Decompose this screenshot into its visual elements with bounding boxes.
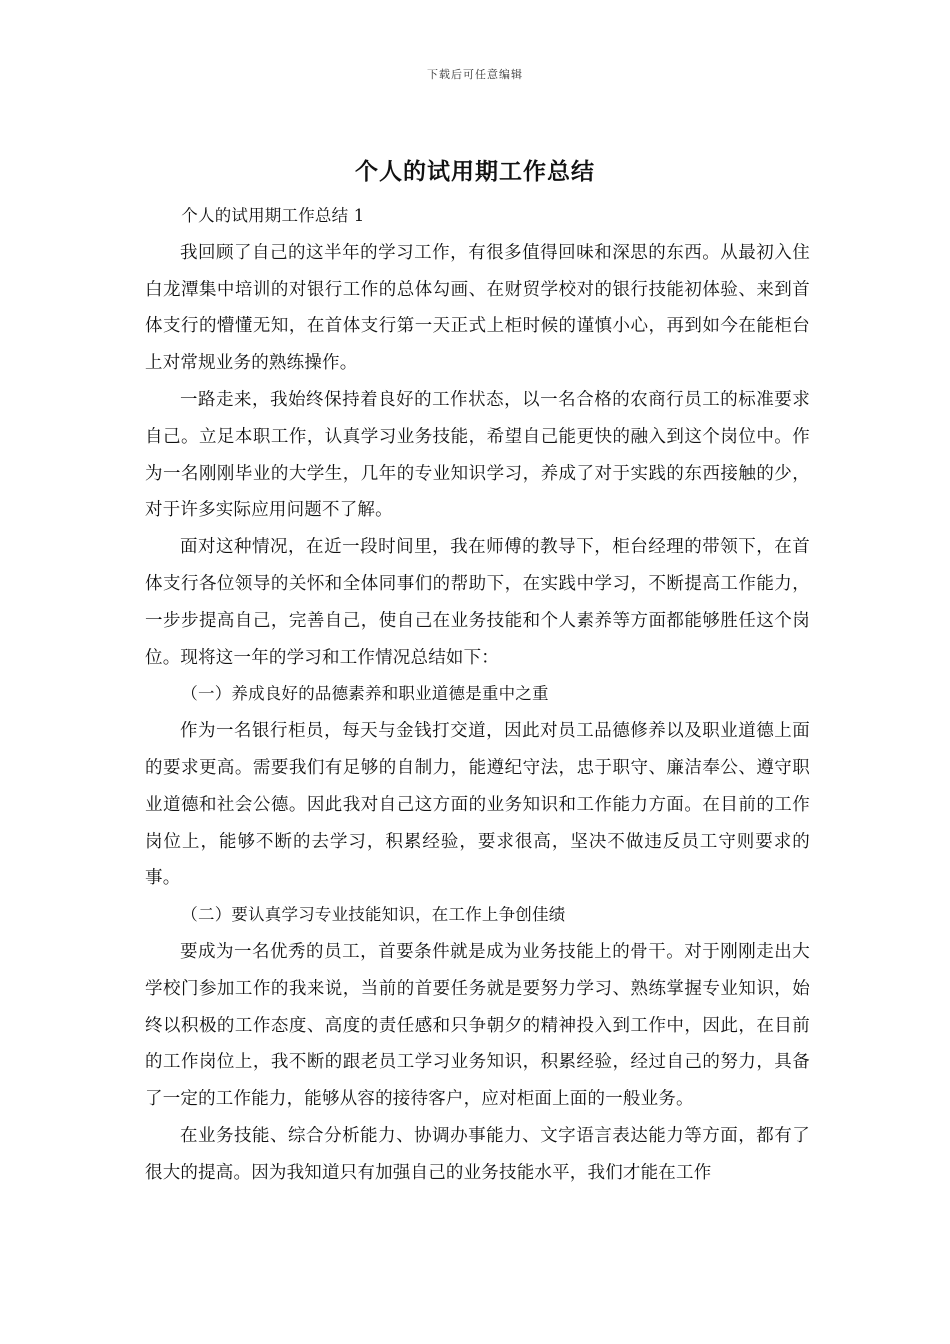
section-heading: （一）养成良好的品德素养和职业道德是重中之重 bbox=[181, 684, 549, 704]
body-paragraph: 要成为一名优秀的员工，首要条件就是成为业务技能上的骨干。对于刚刚走出大学校门参加工作的我来说，当前的首要任务就是要努力学习、熟练掌握专业知识，始终以积极的工作态度、高度的责任感和只争朝夕的精神投入到工作中，因此，在目前的工作岗位上，我不断的跟老员工学习业务知识，积累经验，经过自己的努力，具备了一定的工作能力，能够从容的接待客户，应对柜面上面的一般业务。 bbox=[145, 941, 810, 1110]
body-paragraph: 我回顾了自己的这半年的学习工作，有很多值得回味和深思的东西。从最初入住白龙潭集中培训的对银行工作的总体勾画、在财贸学校对的银行技能初体验、来到首体支行的懵懂无知，在首体支行第一天正式上柜时候的谨慎小心，再到如今在能柜台上对常规业务的熟练操作。 bbox=[145, 242, 810, 374]
body-paragraph: 在业务技能、综合分析能力、协调办事能力、文字语言表达能力等方面，都有了很大的提高。因为我知道只有加强自己的业务技能水平，我们才能在工作 bbox=[145, 1125, 810, 1183]
body-paragraph: 面对这种情况，在近一段时间里，我在师傅的教导下，柜台经理的带领下，在首体支行各位领导的关怀和全体同事们的帮助下，在实践中学习，不断提高工作能力，一步步提高自己，完善自己，使自己在业务技能和个人素养等方面都能够胜任这个岗位。现将这一年的学习和工作情况总结如下： bbox=[145, 537, 810, 668]
header-note: 下载后可任意编辑 bbox=[427, 68, 523, 81]
section-heading: 个人的试用期工作总结 1 bbox=[181, 206, 365, 225]
body-paragraph: 一路走来，我始终保持着良好的工作状态，以一名合格的农商行员工的标准要求自己。立足本职工作，认真学习业务技能，希望自己能更快的融入到这个岗位中。作为一名刚刚毕业的大学生，几年的专业知识学习，养成了对于实践的东西接触的少，对于许多实际应用问题不了解。 bbox=[145, 389, 810, 521]
document-body bbox=[145, 198, 810, 1192]
body-paragraph: 作为一名银行柜员，每天与金钱打交道，因此对员工品德修养以及职业道德上面的要求更高。需要我们有足够的自制力，能遵纪守法，忠于职守、廉洁奉公、遵守职业道德和社会公德。因此我对自己这方面的业务知识和工作能力方面。在目前的工作岗位上，能够不断的去学习，积累经验，要求很高，坚决不做违反员工守则要求的事。 bbox=[145, 721, 810, 889]
page-title: 个人的试用期工作总结 bbox=[355, 158, 595, 185]
section-heading: （二）要认真学习专业技能知识，在工作上争创佳绩 bbox=[181, 905, 566, 925]
